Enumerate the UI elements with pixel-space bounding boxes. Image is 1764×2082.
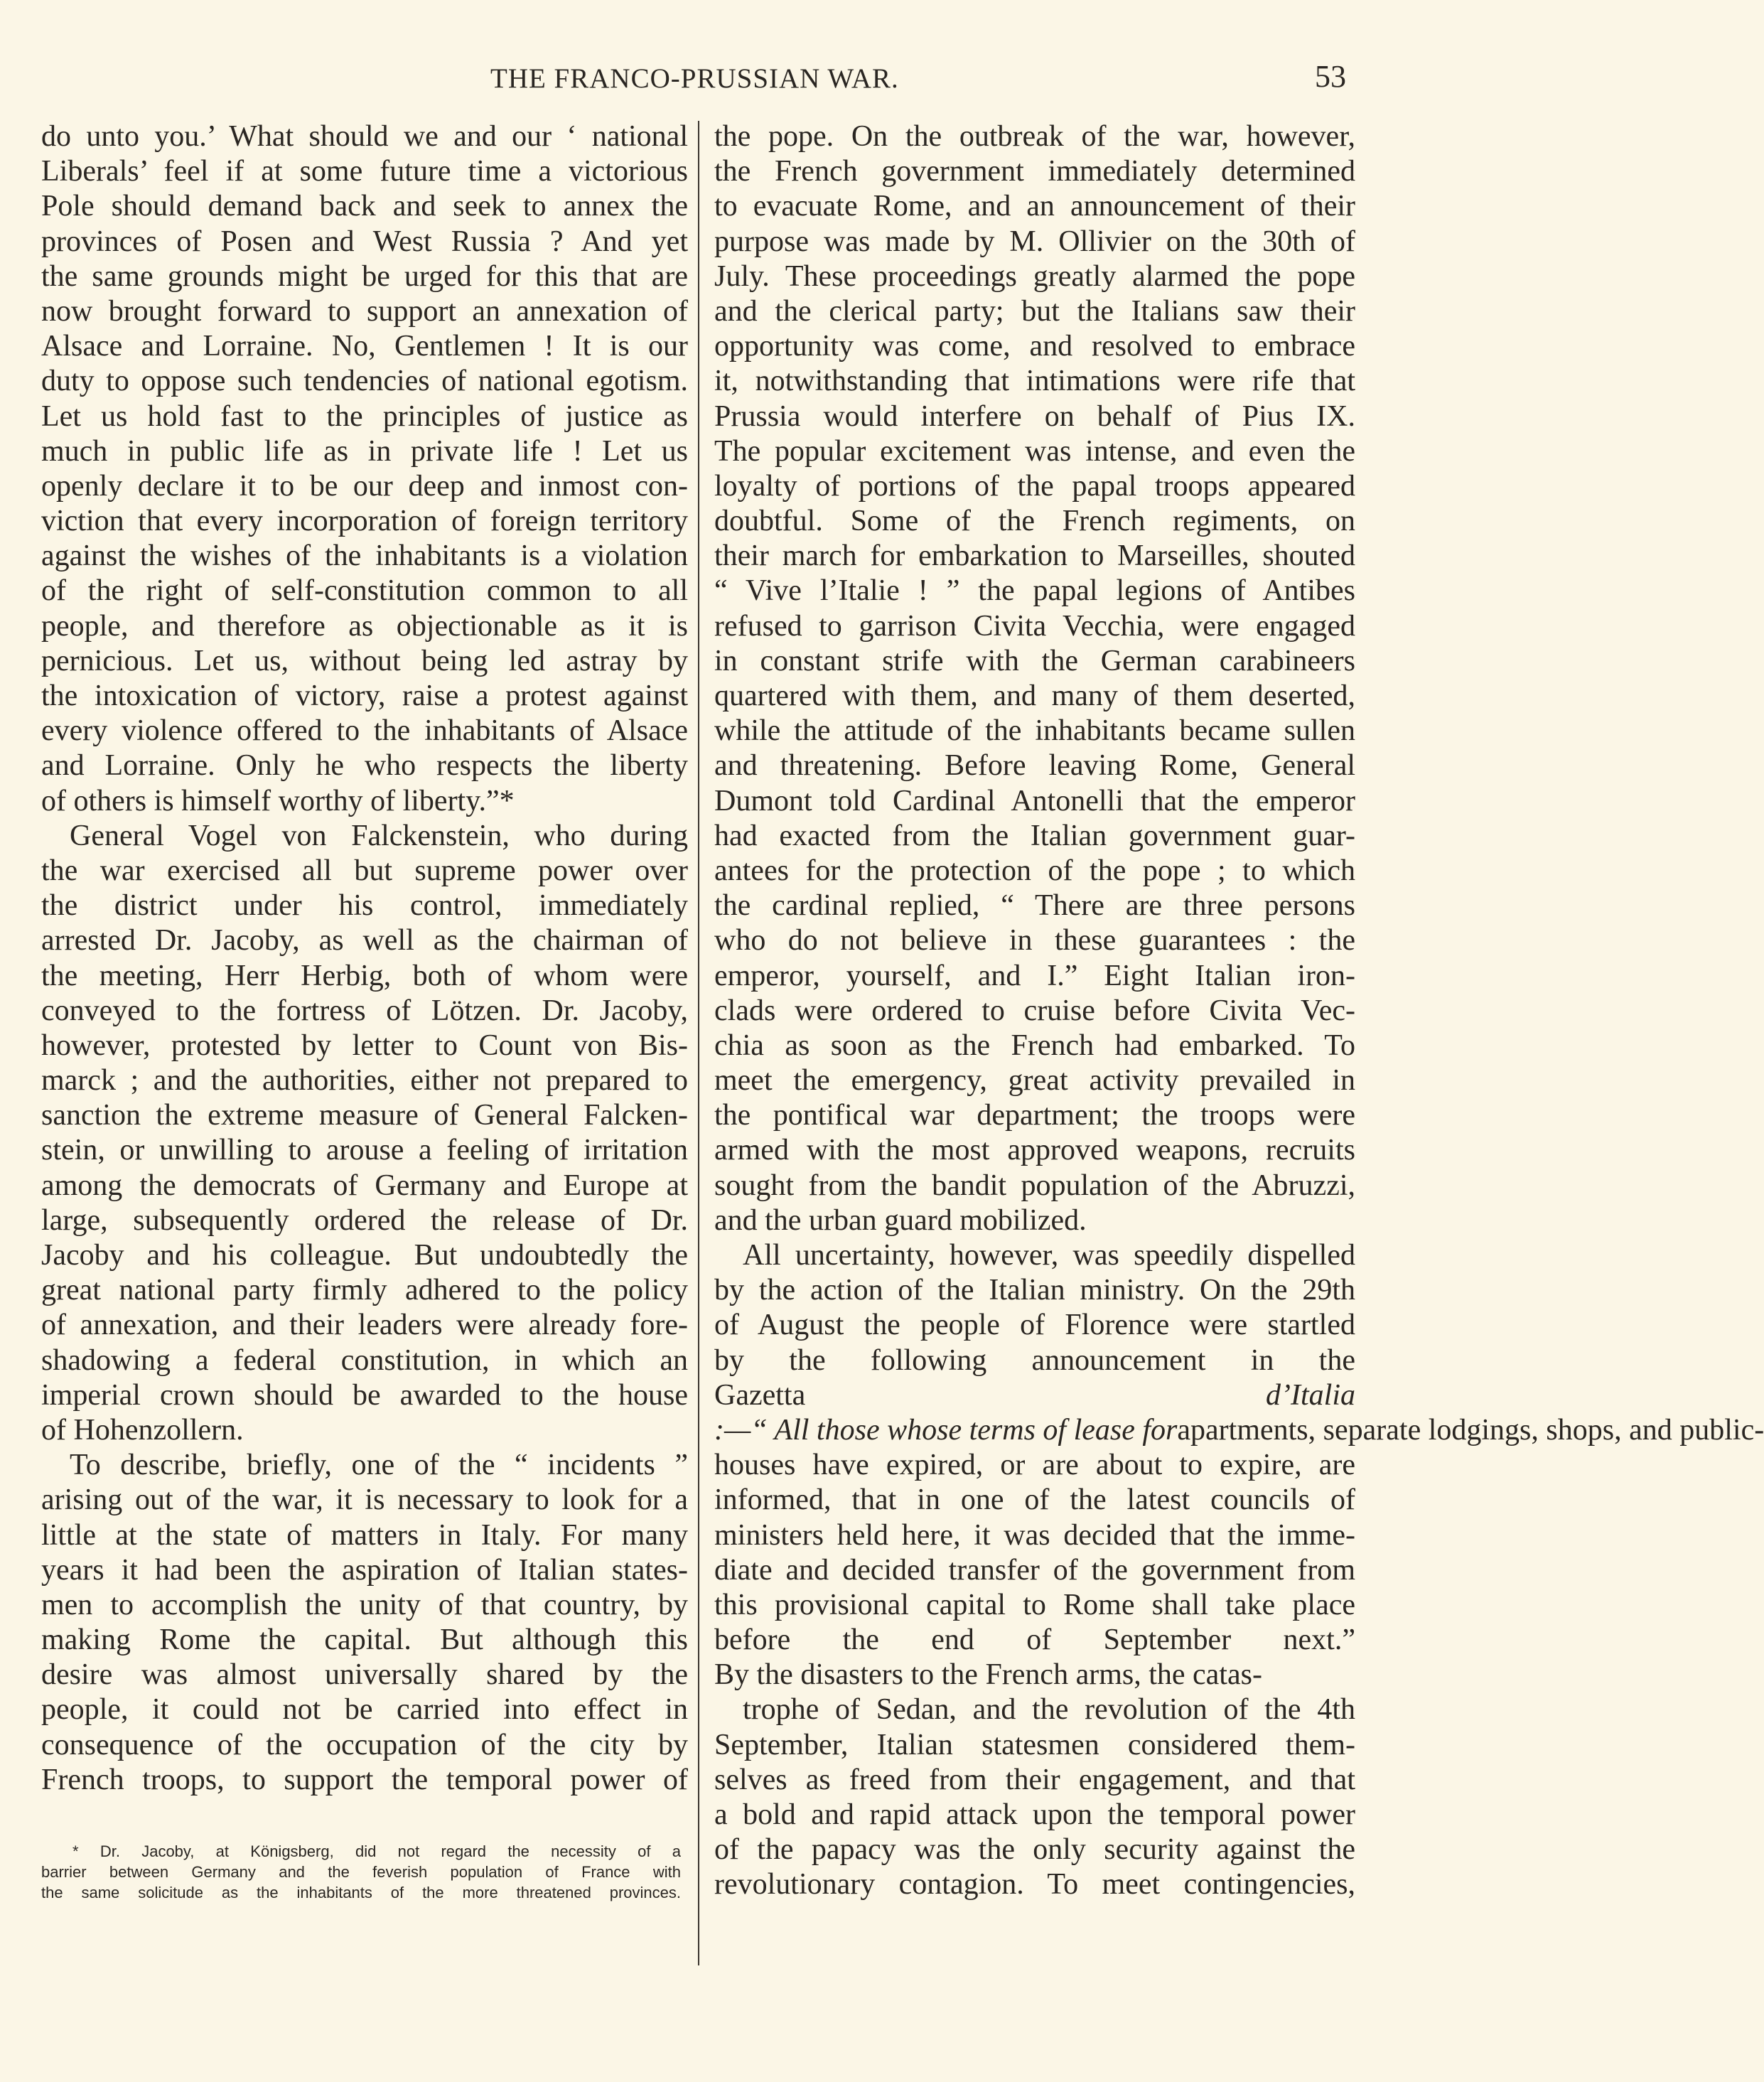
text-line: years it had been the aspiration of Italian states- xyxy=(41,1553,688,1587)
footnote xyxy=(41,1841,681,1903)
text-line: the pope. On the outbreak of the war, however, xyxy=(714,120,1355,153)
text-line: antees for the protection of the pope ; to which xyxy=(714,854,1355,887)
text-line: chia as soon as the French had embarked. To xyxy=(714,1029,1355,1062)
text-line: and threatening. Before leaving Rome, General xyxy=(714,749,1355,783)
text-line: September, Italian statesmen considered them- xyxy=(714,1728,1355,1761)
text-line: people, and therefore as objectionable as it is xyxy=(41,609,688,643)
text-line: July. These proceedings greatly alarmed the pope xyxy=(714,259,1355,293)
text-line: of the right of self-constitution common to all xyxy=(41,574,688,608)
text-line: houses have expired, or are about to expire, are xyxy=(714,1449,1355,1482)
right-column xyxy=(714,119,1764,1938)
text-line: while the attitude of the inhabitants became sullen xyxy=(714,714,1355,748)
paragraph-start-line: General Vogel von Falckenstein, who during xyxy=(70,819,688,852)
text-line: every violence offered to the inhabitants of Alsace xyxy=(41,714,688,748)
text-line: quartered with them, and many of them deserted, xyxy=(714,680,1355,712)
footnote-line: * Dr. Jacoby, at Königsberg, did not regard the necessity of a xyxy=(72,1842,681,1860)
footnote-line: the same solicitude as the inhabitants of the more threatened provinces. xyxy=(41,1884,681,1901)
text-line: Pole should demand back and seek to annex the xyxy=(41,190,688,223)
text-line: the war exercised all but supreme power over xyxy=(41,854,688,887)
newspaper-title-italic: d’Italia xyxy=(1266,1378,1355,1412)
paragraph-start-line: To describe, briefly, one of the “ incidents ” xyxy=(70,1449,688,1482)
text-line: selves as freed from their engagement, and that xyxy=(714,1763,1355,1796)
text-line xyxy=(714,1413,1764,1448)
text-line: however, protested by letter to Count von Bis- xyxy=(41,1029,688,1062)
text-line: refused to garrison Civita Vecchia, were engaged xyxy=(714,609,1355,643)
text-line: making Rome the capital. But although this xyxy=(41,1624,688,1657)
text-line: arrested Dr. Jacoby, as well as the chairman of xyxy=(41,924,688,957)
text-line: diate and decided transfer of the government from xyxy=(714,1553,1355,1587)
text-line: conveyed to the fortress of Lötzen. Dr. Jacoby, xyxy=(41,994,688,1027)
text-line: of others is himself worthy of liberty.”* xyxy=(41,784,515,817)
text-line: much in public life as in private life ! Let us xyxy=(41,434,688,468)
text-line: armed with the most approved weapons, recruits xyxy=(714,1134,1355,1167)
text-line: marck ; and the authorities, either not prepared to xyxy=(41,1064,688,1098)
text-line-segment: apartments, separate lodgings, shops, and public- xyxy=(1177,1413,1764,1447)
text-line: in constant strife with the German carabineers xyxy=(714,644,1355,677)
text-line: arising out of the war, it is necessary to look for a xyxy=(41,1483,688,1517)
text-line: a bold and rapid attack upon the temporal power xyxy=(714,1798,1355,1831)
page-number: 53 xyxy=(1315,59,1346,94)
paragraph-start-line: All uncertainty, however, was speedily dispelled xyxy=(743,1239,1355,1272)
text-line: the cardinal replied, “ There are three persons xyxy=(714,889,1355,923)
text-line: little at the state of matters in Italy. For many xyxy=(41,1518,688,1552)
text-line: “ Vive l’Italie ! ” the papal legions of Antibes xyxy=(714,574,1355,608)
text-line: and the clerical party; but the Italians saw their xyxy=(714,294,1355,328)
text-line: the meeting, Herr Herbig, both of whom were xyxy=(41,959,688,992)
text-line: the same grounds might be urged for this that are xyxy=(41,259,688,293)
text-line: Jacoby and his colleague. But undoubtedly the xyxy=(41,1239,688,1272)
text-line: viction that every incorporation of foreign territory xyxy=(41,505,688,538)
text-line: emperor, yourself, and I.” Eight Italian iron- xyxy=(714,959,1355,992)
text-line: revolutionary contagion. To meet contingencies, xyxy=(714,1868,1355,1901)
footnote-line: barrier between Germany and the feverish population of France with xyxy=(41,1863,681,1881)
text-line: The popular excitement was intense, and even the xyxy=(714,434,1355,468)
text-line: by the action of the Italian ministry. On the 29th xyxy=(714,1274,1355,1307)
text-line: consequence of the occupation of the city by xyxy=(41,1728,688,1761)
text-line: of August the people of Florence were startled xyxy=(714,1309,1355,1342)
text-line: Alsace and Lorraine. No, Gentlemen ! It is our xyxy=(41,330,688,363)
text-line: stein, or unwilling to arouse a feeling of irritation xyxy=(41,1134,688,1167)
text-line: shadowing a federal constitution, in which an xyxy=(41,1343,688,1377)
text-line: people, it could not be carried into effect in xyxy=(41,1693,688,1727)
text-line: ministers held here, it was decided that the imme- xyxy=(714,1518,1355,1552)
text-line: Prussia would interfere on behalf of Pius IX. xyxy=(714,399,1355,433)
text-line: sought from the bandit population of the Abruzzi, xyxy=(714,1169,1355,1202)
text-line: Liberals’ feel if at some future time a victorious xyxy=(41,155,688,188)
text-line: of annexation, and their leaders were already fore- xyxy=(41,1309,688,1342)
text-line: opportunity was come, and resolved to embrace xyxy=(714,330,1355,363)
text-line: openly declare it to be our deep and inmost con- xyxy=(41,469,688,503)
text-line: great national party firmly adhered to the policy xyxy=(41,1274,688,1307)
text-line: Dumont told Cardinal Antonelli that the emperor xyxy=(714,784,1355,817)
text-line: this provisional capital to Rome shall take place xyxy=(714,1588,1355,1621)
text-line: against the wishes of the inhabitants is a violation xyxy=(41,540,688,573)
text-line: their march for embarkation to Marseilles, shouted xyxy=(714,540,1355,573)
text-line: do unto you.’ What should we and our ‘ national xyxy=(41,120,688,153)
text-line-segment: Gazetta xyxy=(714,1378,806,1412)
text-line: to evacuate Rome, and an announcement of their xyxy=(714,190,1355,223)
text-line: of Hohenzollern. xyxy=(41,1413,244,1447)
text-line: among the democrats of Germany and Europe at xyxy=(41,1169,688,1202)
text-line: provinces of Posen and West Russia ? And yet xyxy=(41,225,688,258)
running-title: THE FRANCO-PRUSSIAN WAR. xyxy=(490,63,899,94)
text-line: Let us hold fast to the principles of justice as xyxy=(41,399,688,433)
text-line: it, notwithstanding that intimations were rife that xyxy=(714,365,1355,398)
text-line: imperial crown should be awarded to the house xyxy=(41,1378,688,1412)
text-line: had exacted from the Italian government guar- xyxy=(714,819,1355,852)
text-line: pernicious. Let us, without being led astray by xyxy=(41,644,688,677)
text-line: By the disasters to the French arms, the catas- xyxy=(714,1658,1262,1692)
text-line: of the papacy was the only security against the xyxy=(714,1833,1355,1867)
text-line: loyalty of portions of the papal troops appeared xyxy=(714,469,1355,503)
text-line: the pontifical war department; the troops were xyxy=(714,1099,1355,1132)
text-line: desire was almost universally shared by the xyxy=(41,1658,688,1692)
text-line xyxy=(714,1903,1355,1938)
text-line: who do not believe in these guarantees : the xyxy=(714,924,1355,957)
text-line: the intoxication of victory, raise a protest against xyxy=(41,680,688,712)
paragraph-start-line: trophe of Sedan, and the revolution of the 4th xyxy=(743,1693,1355,1727)
text-line: and Lorraine. Only he who respects the liberty xyxy=(41,749,688,783)
text-line: and the urban guard mobilized. xyxy=(714,1203,1087,1237)
text-line: clads were ordered to cruise before Civita Vec- xyxy=(714,994,1355,1027)
text-line: sanction the extreme measure of General Falcken- xyxy=(41,1099,688,1132)
text-line: purpose was made by M. Ollivier on the 30th of xyxy=(714,225,1355,258)
newspaper-title-italic: :—“ All those whose terms of lease for xyxy=(714,1413,1178,1447)
text-line: by the following announcement in the xyxy=(714,1343,1355,1377)
text-line: the district under his control, immediately xyxy=(41,889,688,923)
text-line: now brought forward to support an annexation of xyxy=(41,294,688,328)
text-line xyxy=(714,1378,1355,1413)
text-line: before the end of September next.” xyxy=(714,1624,1355,1657)
left-column xyxy=(41,119,688,1798)
text-line: men to accomplish the unity of that country, by xyxy=(41,1588,688,1621)
text-line: meet the emergency, great activity prevailed in xyxy=(714,1064,1355,1098)
text-line: doubtful. Some of the French regiments, on xyxy=(714,505,1355,538)
running-head xyxy=(0,55,1510,98)
text-line: the French government immediately determined xyxy=(714,155,1355,188)
text-line: duty to oppose such tendencies of national egotism. xyxy=(41,365,688,398)
text-line: French troops, to support the temporal power of xyxy=(41,1763,688,1796)
text-line: large, subsequently ordered the release of Dr. xyxy=(41,1203,688,1237)
column-divider xyxy=(698,121,699,1965)
text-line: informed, that in one of the latest councils of xyxy=(714,1483,1355,1517)
